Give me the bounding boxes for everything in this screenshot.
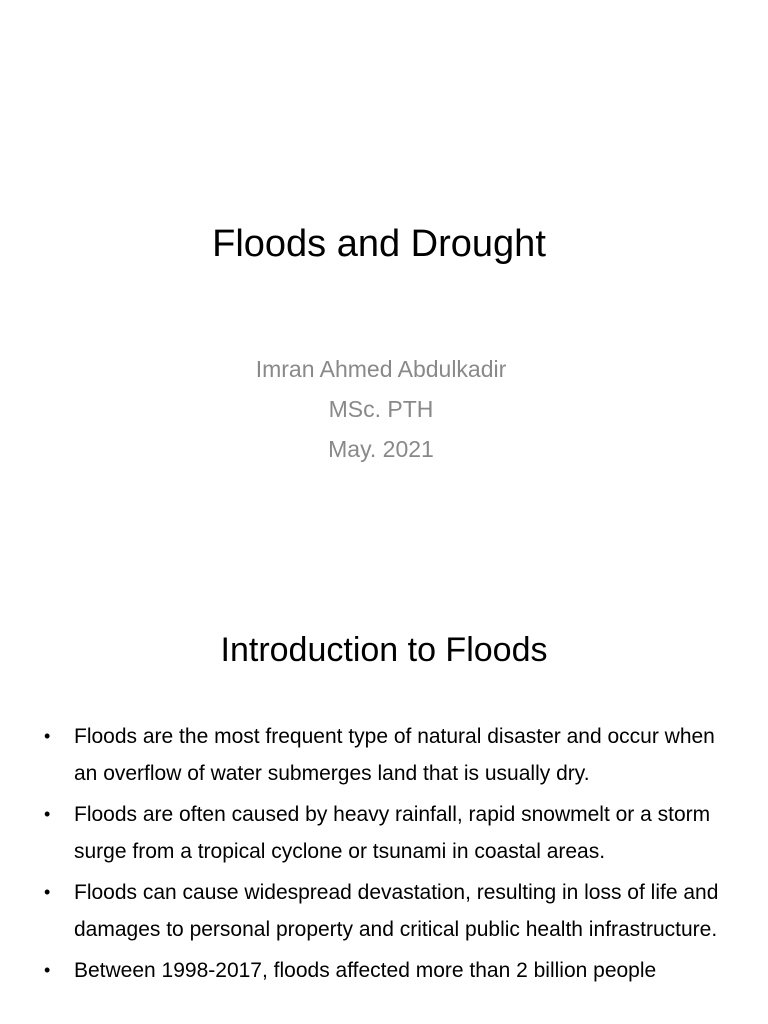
bullet-list [0, 718, 768, 993]
bullet-text: Floods are often caused by heavy rainfall, rapid snowmelt or a storm surge from a tropical cyclone or tsunami in coastal areas. [74, 803, 711, 863]
slide-subtitle [0, 349, 762, 469]
bullet-item [0, 952, 768, 989]
bullet-icon: • [44, 804, 51, 824]
author-name: Imran Ahmed Abdulkadir [255, 356, 507, 382]
presentation-date: May. 2021 [328, 436, 434, 462]
bullet-text: Floods can cause widespread devastation, resulting in loss of life and damages to personal property and critical public health infrastructure. [74, 881, 719, 941]
bullet-item [0, 796, 768, 870]
slide-title: Floods and Drought [212, 223, 546, 265]
bullet-icon: • [44, 726, 51, 746]
author-degree: MSc. PTH [328, 396, 434, 422]
bullet-item [0, 874, 768, 948]
bullet-text: Floods are the most frequent type of natural disaster and occur when an overflow of water submerges land that is usually dry. [74, 725, 715, 785]
bullet-icon: • [44, 882, 51, 902]
bullet-item [0, 718, 768, 792]
content-slide [0, 576, 768, 1024]
bullet-text: Between 1998-2017, floods affected more than 2 billion people [74, 959, 657, 982]
bullet-icon: • [44, 960, 51, 980]
slide-title: Introduction to Floods [220, 631, 548, 669]
